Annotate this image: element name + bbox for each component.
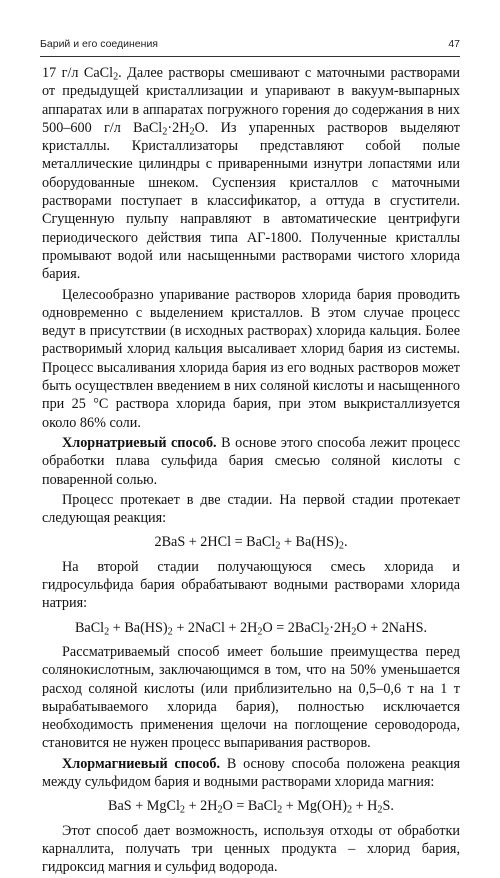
paragraph: Этот способ дает возможность, используя отходы от обработки карналлита, получать три ценных продукта – хлорид бария, гидроксид магния и сульфид водорода. bbox=[42, 822, 460, 876]
paragraph: 17 г/л CaCl$_2$. Далее растворы смешивают с маточными растворами от предыдущей кристаллизации и упаривают в вакуум-выпарных аппаратах или в аппаратах погружного горения до содержания в них 500–600 г/л $BaCl_2\cdot 2H_2O$. Из упаренных растворов выделяют кристаллы. Кристаллизаторы представляют собой полые металлические цилиндры с приваренными изнутри лопастями или оборудованные шнеком. Суспензия кристаллов с маточными растворами поступает в классификатор, а оттуда в сгустители. Сгущенную пульпу направляют в автоматические центрифуги периодического действия типа АГ-1800. Полученные кристаллы промывают водой или насыщенными растворами чистого хлорида бария. bbox=[42, 65, 461, 283]
paragraph: Процесс протекает в две стадии. На первой стадии протекает следующая реакция: bbox=[42, 491, 460, 527]
paragraph-chlorsodium-method: Хлорнатриевый способ. В основе этого способа лежит процесс обработки плава сульфида бария смесью соляной кислоты с поваренной солью. bbox=[42, 434, 460, 488]
header-rule bbox=[40, 56, 460, 57]
running-title: Барий и его соединения bbox=[40, 38, 158, 50]
page-header bbox=[40, 38, 460, 53]
page-body bbox=[42, 64, 460, 878]
paragraph: Целесообразно упаривание растворов хлорида бария проводить одновременно с выделением кристаллов. В этом случае процесс ведут в присутствии (в исходных растворах) хлорида кальция. Более растворимый хлорид кальция высаливает хлорид бария из системы. Процесс высаливания хлорида бария из его водных растворов может быть осуществлен введением в них соляной кислоты и насыщенного при 25 °С раствора хлорида бария, при этом выкристаллизуется около 86% соли. bbox=[42, 286, 460, 431]
equation-2: BaCl$_2$ + $Ba(HS)_2$ + 2NaCl + $2H_2O$ = $2BaCl_2\cdot 2H_2O$ + 2NaHS. bbox=[74, 619, 428, 638]
paragraph: На второй стадии получающуюся смесь хлорида и гидросульфида бария обрабатывают водными растворами хлорида натрия: bbox=[42, 558, 460, 612]
equation-1: 2BaS + 2HCl = BaCl$_2$ + $Ba(HS)_2$. bbox=[154, 534, 348, 552]
paragraph: Рассматриваемый способ имеет большие преимущества перед солянокислотным, заключающимся в том, что на 50% уменьшается расход соляной кислоты (или приблизительно на 0,5–0,6 т на 1 т вырабатываемого хлорида бария), полностью исключается необходимость применения щелочи на поглощение сероводорода, становится не нужен процесс выпаривания растворов. bbox=[42, 643, 460, 752]
page-number: 47 bbox=[448, 38, 460, 50]
equation-3: BaS + MgCl$_2$ + $2H_2O$ = BaCl$_2$ + $Mg(OH)_2 + H_2S$. bbox=[108, 798, 394, 816]
paragraph-chlormagnesium-method: Хлормагниевый способ. В основу способа положена реакция между сульфидом бария и водными растворами хлорида магния: bbox=[42, 755, 461, 790]
